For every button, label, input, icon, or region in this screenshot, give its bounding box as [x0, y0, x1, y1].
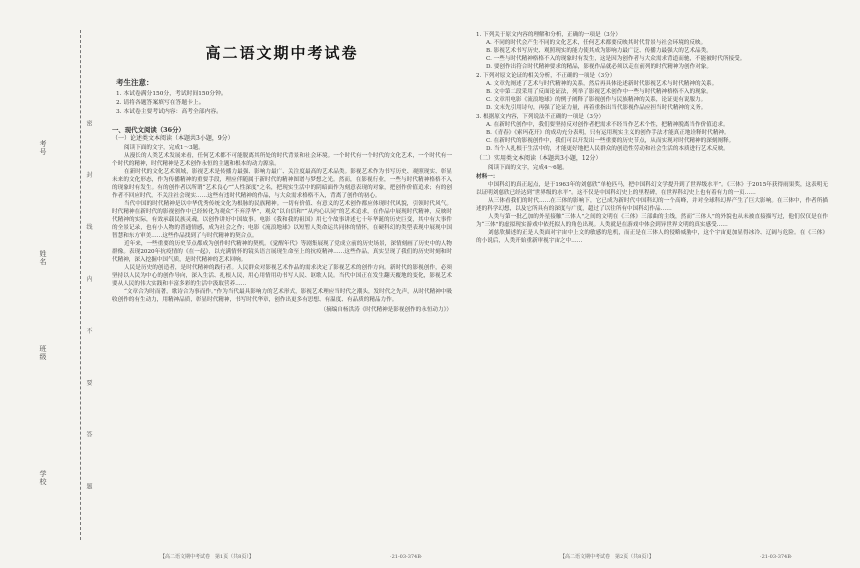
binding-label-school: 学校: [39, 470, 47, 486]
page-footer-code-left: ·21-03-374B·: [390, 554, 423, 560]
page-footer-code-right: ·21-03-374B·: [760, 554, 793, 560]
notice-item: 2. 请将各题答案填写在答题卡上。: [116, 100, 205, 106]
article-paragraph: 中国科幻的真正起点，是于1963年的刘慈欣“单枪匹马，把中国科幻文学提升到了世界级水平”。《三体》于2015年获得雨果奖，这表明无以证明刘慈欣已经达到“世界级的水平”。这不仅是中国科幻史上的里程碑，在世界科幻史上也有着有力的一页……: [476, 182, 828, 196]
left-page: [112, 30, 452, 540]
question-option: A. 不同的时代会产生不同的文化艺术，任何艺术都要反映其时代背景与社会环境的反映。: [486, 40, 707, 46]
question-option: C. 文章用电影《流浪地球》的例子阐释了影视创作与民族精神的关系，论证更有说服力。: [486, 97, 707, 103]
article-paragraph: 从三体看我们的时代……在三体的影响下，它已成为新时代中国科幻的一个高峰，并对全球科幻界产生了巨大影响。在三体中，作者所描述的科学幻想，以及它所具有的深度与广度，超过了以往所有中国科幻作品……: [476, 198, 828, 212]
article-source: （摘编自杨洪涛《时代精神是影视创作的永恒动力》）: [320, 307, 452, 313]
question-option: B. 影视艺术书写历史、观照现实的能力使其成为影响力最广泛、传播力最强大的艺术品类。: [486, 48, 712, 54]
question-option: D. 当个人扎根于生活中的，才能更好地把人民群众的创造性劳动和社会生活的本质进行艺术反映。: [486, 146, 729, 152]
question-option: B.《青春》《索玛花开》的成功充分表明，只有运用现实主义的创作手法才能真正地诠释时代精神。: [486, 130, 730, 136]
question-stem: 2. 下列对原文论证的相关分析，不正确的一项是（3分）: [476, 73, 616, 79]
page-footer-right: 【高二语文期中考试卷 第2页（共8页）】: [560, 554, 654, 560]
question-stem: 3. 根据原文内容，下列说法不正确的一项是（3分）: [476, 114, 605, 120]
article-paragraph: 在新时代的文化艺术领域，影视艺术是传播力最强、影响力最广、关注度最高的艺术品类。影视艺术作为书写历史、观照现实、彰显未来的文化形态，作为传播精神的重要手段，理应伴随属于新时代的精神图谱与梦想之光。然而，在影视行业，一些与时代精神格格不入的现象时有发生。有的创作者以所谓“艺术良心”“人性深度”之名，把现实生活中的阴暗面作为刻意表现的对象，把创作价值追求；有的创作者不回应时代，不关注社会现实……这些有违时代精神的作品，与大众需求格格不入，背离了创作的初心。: [112, 169, 452, 199]
article-paragraph: 刘慈欣描述的正是人类面对宇宙中上文的敏感的危机，而正是在三体人的侵略威胁中，这个宇宙更加显得冰冷、辽阔与危险。在《三体》的小说后，人类开始重新审视宇宙之中……: [476, 230, 828, 244]
question-stem: 1. 下列关于原文内容的理解和分析，正确的一项是（3分）: [476, 32, 621, 38]
question-option: C. 一些与时代精神格格不入的现象时有发生，这是因为创作者与大众需求背道而驰，不能被时代所接受。: [486, 56, 746, 62]
binding-label-class: 班级: [39, 345, 47, 361]
subsection-heading: （二）实用类文本阅读（本题共3小题，12分）: [476, 155, 602, 162]
question-option: A. 文章先阐述了艺术与时代精神的关系，然后再具体论述新时代影视艺术与时代精神的关系。: [486, 81, 718, 87]
article-paragraph: 人类与第一批乙加的外星接触“三体人”之间的文明在《三体》三部曲的主线，然而“三体人”的外貌也从未被直接描写过，他们仅仅是在作为“三体”的虚拟现实游戏中依托拟人的角色出现。人类就是在游戏中体会到异世界文明的真实感受……: [476, 214, 828, 228]
article-paragraph: 人民是历史的创造者，是时代精神的践行者。人民群众对影视艺术作品的需求决定了影视艺术的创作方向。新时代的影视创作，必须坚持以人民为中心的创作导向，深入生活、扎根人民，用心用情用功书写人民、讴歌人民。当代中国正在发生翻天覆地的变化，影视艺术要从人民的伟大实践和丰富多彩的生活中汲取营养……: [112, 265, 452, 287]
question-option: D. 要创作出符合时代精神要求的精品，影视作品就必须以走在前列的时代精神为创作对象。: [486, 64, 712, 70]
right-page: [476, 30, 828, 540]
question-option: B. 文中第二段采用了反面论证法，列举了影视艺术创作中一些与时代精神格格不入的现象。: [486, 89, 712, 95]
binding-label-exam-number: 考号: [39, 140, 47, 156]
notice-title: 考生注意：: [116, 78, 154, 87]
question-option: C. 在新时代的影视创作中，我们可以开发出一些重要的历史节点，从而实现对时代精神的深刻阐释。: [486, 138, 735, 144]
material-label: 材料一：: [476, 174, 499, 180]
instruction-text: 阅读下面的文字，完成1～3题。: [124, 145, 204, 151]
question-option: D. 文末先引用诗句，再强了论证力量，再着重指出当代影视作品应担当时代精神的义务。: [486, 105, 707, 111]
section-heading: 一、现代文阅读（36分）: [112, 126, 185, 134]
notice-item: 3. 本试卷主要考试内容：高考全部内容。: [116, 109, 222, 115]
binding-seal-text: 密 封 线 内 不 要 答 题: [85, 120, 92, 512]
article-paragraph: 当代中国的时代精神是以中华优秀传统文化为根脉的民族精神。一切有价值、有意义的艺术创作都应体现时代风貌，引领时代风气。时代精神在新时代的影视创作中已经转化为观众“不弃浮华”，观众“以自信和”“从内心认同”的艺术追求，在作品中展现时代精神，反映时代精神的实际，有效承载民族灵魂，以创作讲好中国故事。电影《我和我的祖国》用七个故事讲述七十年华诞的历史巨变，其中有大事件的全景记录，也有小人物的普通情感，成为社会之作；电影《流浪地球》以短暂人类命运共同体的情怀，在硬科幻的类型表现中展现中国智慧和东方审美……这些作品找到了与时代精神的契合点。: [112, 201, 452, 239]
binding-dashed-line: [80, 30, 81, 540]
notice-item: 1. 本试卷满分150分，考试时间150分钟。: [116, 91, 227, 97]
page-footer-left: 【高二语文期中考试卷 第1页（共8页）】: [160, 554, 254, 560]
question-option: A. 在新时代创作中，我们要坚持反对创作者把需求不经当作艺术个性，把精神脱离当作价值追求。: [486, 122, 729, 128]
article-paragraph: 从漫长的人类艺术发展来看，任何艺术都不可能脱离其所处的时代背景和社会环境。一个时代有一个时代的文化艺术，一个时代有一个时代的精神，时代精神是艺术创作永恒的主题和根本的动力源泉。: [112, 153, 452, 167]
binding-label-name: 姓名: [39, 250, 47, 266]
article-paragraph: “文章合为时而著，歌诗合为事而作。”作为当代最具影响力的艺术形式，影视艺术理应当时代之潮头，发时代之先声，从时代精神中吸收创作的有生动力，用精神品质，彰显时代精神，书写时代华章，创作出更多有思想、有温度、有品质的精品力作。: [112, 289, 452, 303]
subsection-heading: （一）论述类文本阅读（本题共3小题，9分）: [112, 135, 234, 142]
article-paragraph: 近年来，一些重要的历史节点都成为创作时代精神的契机。《觉醒年代》等剧集展现了党成立前的历史场景，深情刻画了历史中的人物群像。表现2020年抗疫情的《在一起》，以充满情怀的镜头语言展现生命至上的抗疫精神……这些作品，真实呈现了我们的历史时刻和时代精神，深入挖掘中国气质，是时代精神的艺术回响。: [112, 241, 452, 263]
exam-title: 高二语文期中考试卷: [205, 44, 359, 62]
notice-list: [112, 90, 452, 116]
binding-margin: [0, 0, 92, 568]
instruction-text: 阅读下面的文字，完成4～6题。: [488, 165, 568, 171]
